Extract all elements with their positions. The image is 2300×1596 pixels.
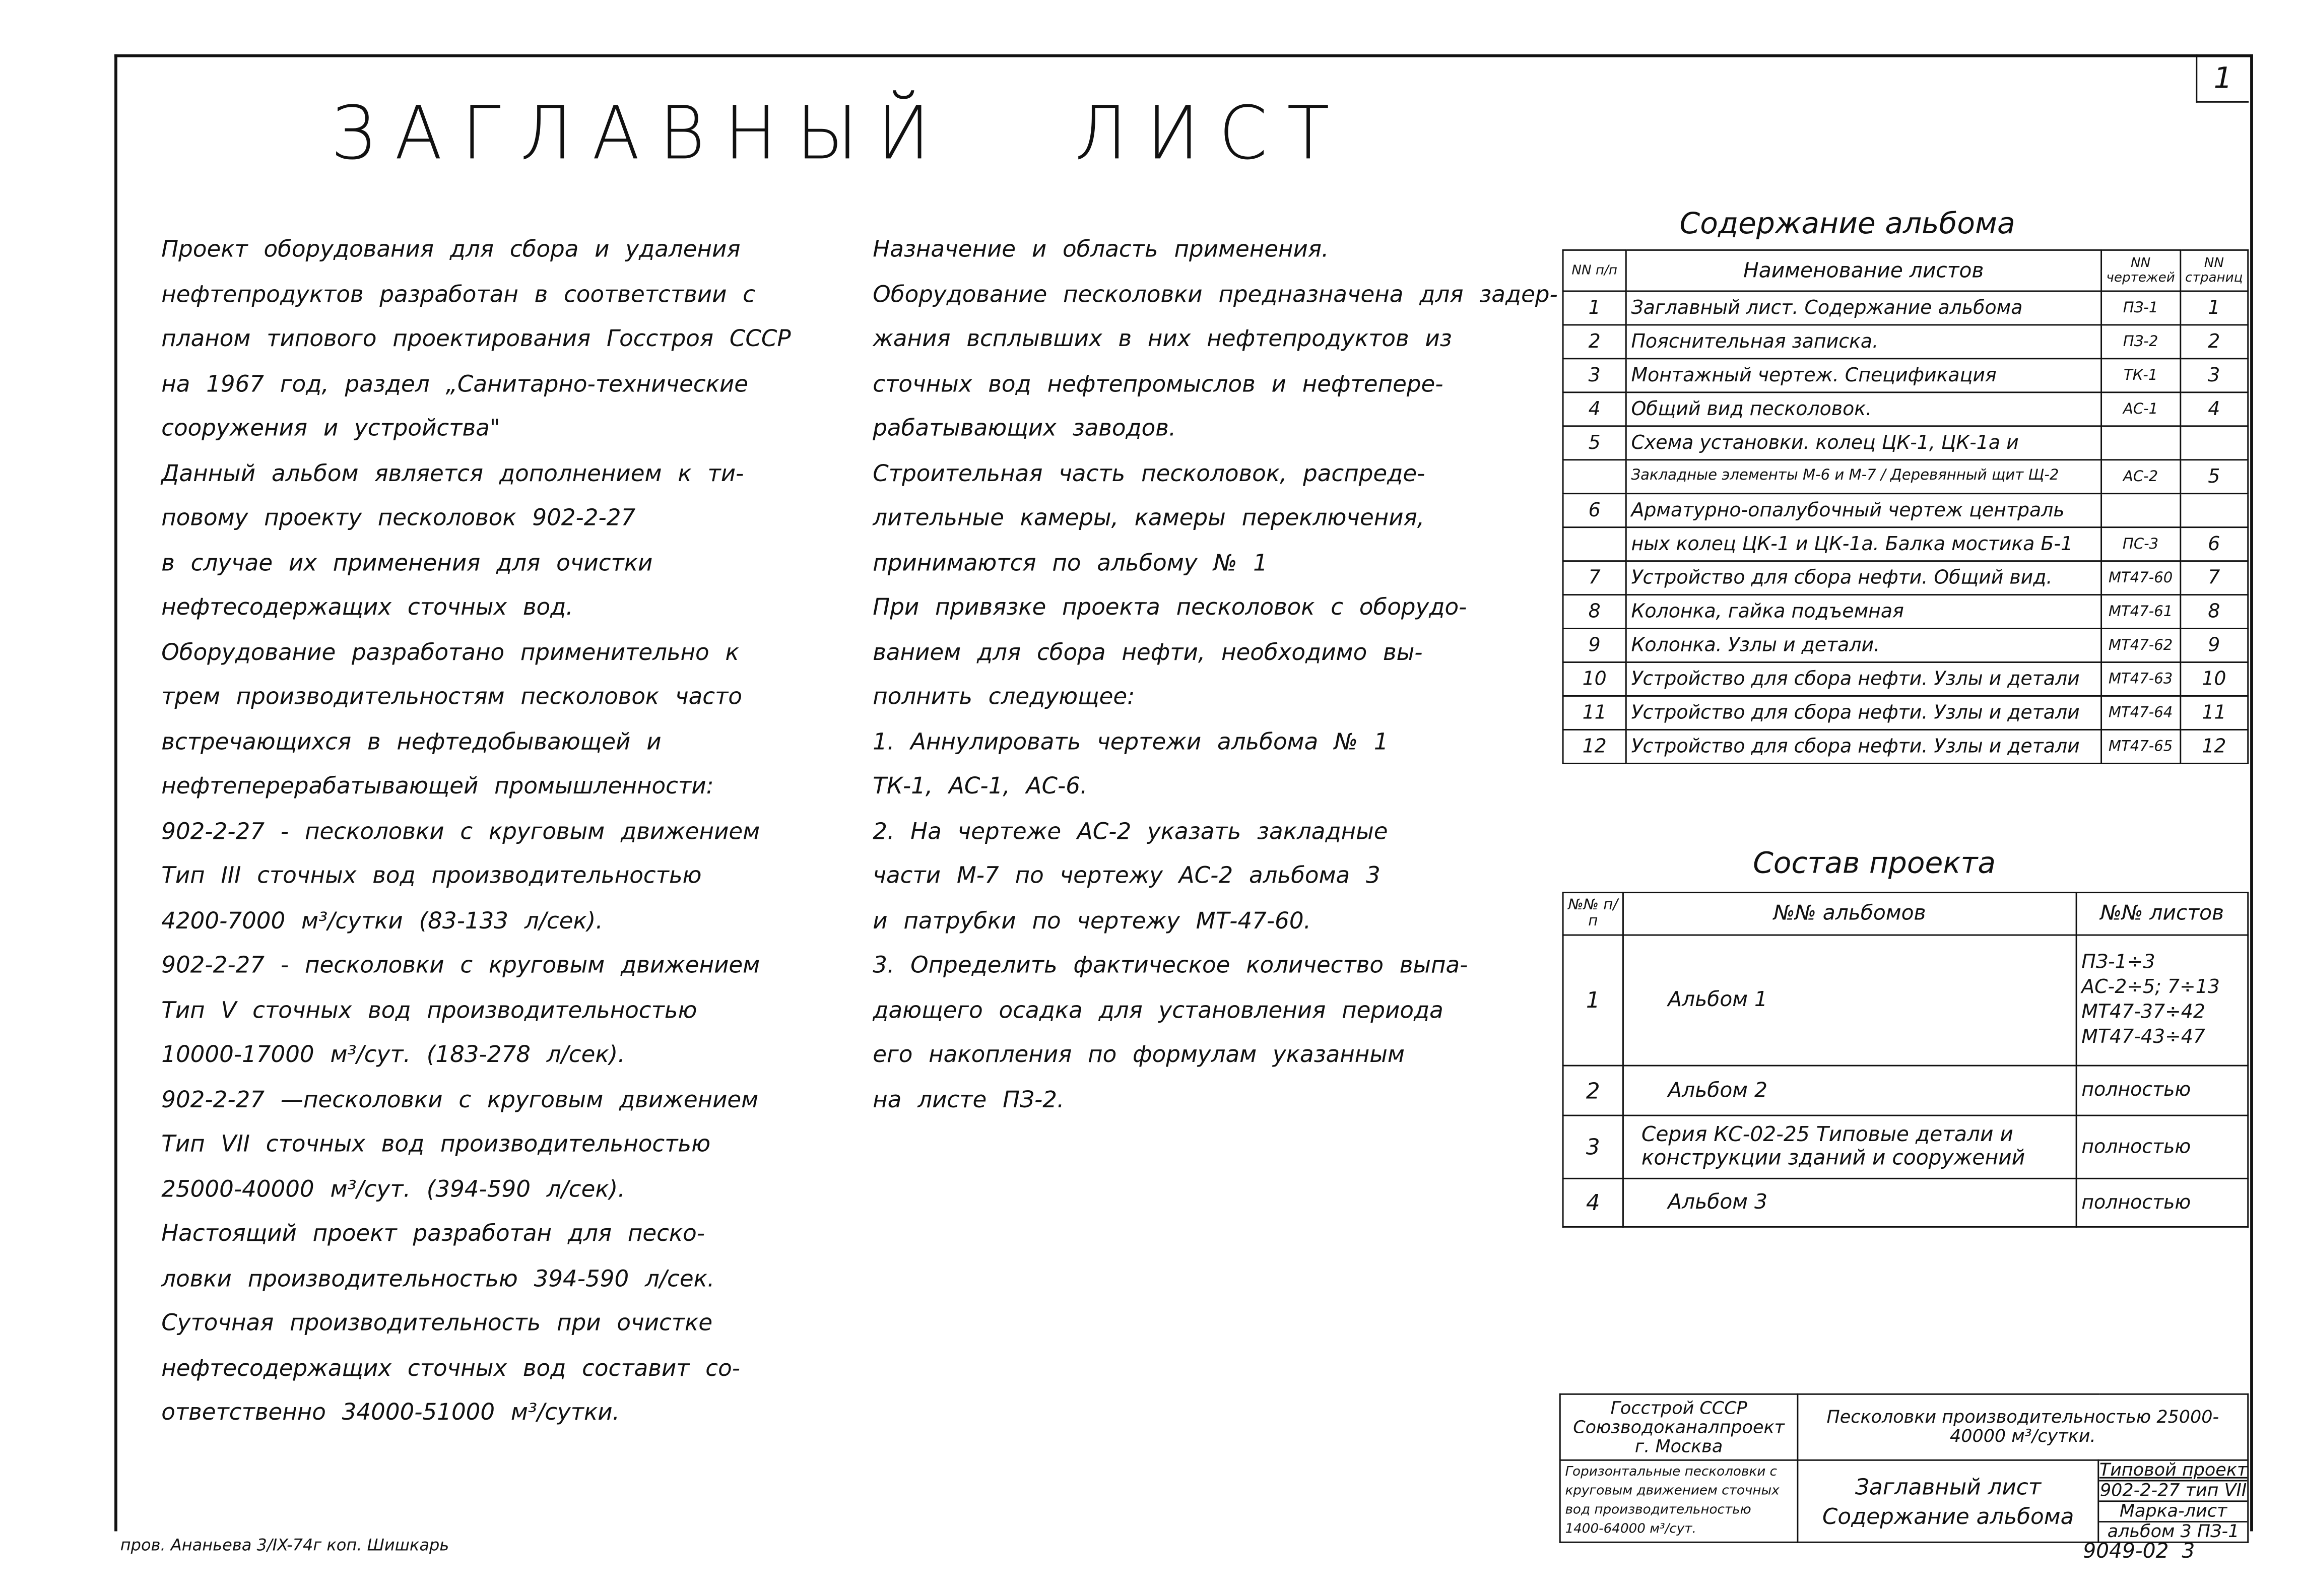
contents-cell: 12	[1563, 729, 1626, 763]
composition-number: 2	[1563, 1066, 1623, 1115]
table-row	[1563, 325, 2248, 359]
typical-value: 902-2-27 тип VII	[2099, 1482, 2247, 1502]
table-row	[1563, 1115, 2248, 1178]
contents-cell: МТ47-63	[2101, 662, 2180, 696]
sheet-range: МТ47-43÷47	[2081, 1026, 2205, 1049]
drawing-code: 9049-02	[2083, 1540, 2169, 1564]
sheet-range: ПЗ-1÷3	[2081, 952, 2155, 974]
text-line: ответственно 34000-51000 м³/сутки.	[161, 1399, 620, 1426]
contents-cell: 11	[2180, 696, 2248, 729]
contents-cell: 12	[2180, 729, 2248, 763]
stamp-header: Песколовки производительностью 25000-40000 м³/сутки.	[1798, 1394, 2248, 1460]
contents-cell: Арматурно-опалубочный чертеж централь	[1626, 494, 2101, 527]
contents-header-row	[1563, 250, 2248, 291]
left-text-column	[161, 227, 791, 1435]
contents-cell: 2	[2180, 325, 2248, 359]
contents-cell: 6	[1563, 494, 1626, 527]
text-line: сооружения и устройства"	[161, 415, 500, 442]
contents-cell: МТ47-65	[2101, 729, 2180, 763]
stamp-project-desc: Горизонтальные песколовки с круговым движением сточных вод производительностью 1400-64000 м³/сут.	[1560, 1460, 1798, 1542]
contents-cell: Заглавный лист. Содержание альбома	[1626, 291, 2101, 325]
text-line: Суточная производительность при очистке	[161, 1309, 713, 1337]
stamp-codes	[2098, 1460, 2248, 1542]
contents-header-cell: NN п/п	[1563, 250, 1626, 291]
contents-cell: Монтажный чертеж. Спецификация	[1626, 359, 2101, 392]
text-line: 1. Аннулировать чертежи альбома № 1	[873, 728, 1389, 755]
text-line: полнить следующее:	[873, 683, 1135, 710]
stamp-org2: Союзводоканалпроект	[1573, 1416, 1785, 1437]
contents-cell: 7	[2180, 561, 2248, 595]
contents-cell: МТ47-61	[2101, 595, 2180, 629]
stamp-org1: Госстрой СССР	[1610, 1397, 1747, 1418]
contents-cell: 4	[2180, 392, 2248, 426]
mark-value: альбом 3 ПЗ-1	[2107, 1521, 2240, 1542]
text-line: части М-7 по чертежу АС-2 альбома 3	[873, 862, 1381, 889]
composition-header-cell: №№ альбомов	[1623, 893, 2076, 935]
page-number: 3	[2182, 1540, 2195, 1564]
composition-title: Состав проекта	[1753, 844, 1996, 880]
text-line: Настоящий проект разработан для песко-	[161, 1220, 705, 1247]
contents-cell: МТ47-62	[2101, 629, 2180, 662]
contents-cell: 9	[1563, 629, 1626, 662]
contents-cell: Колонка. Узлы и детали.	[1626, 629, 2101, 662]
contents-cell: АС-2	[2101, 460, 2180, 494]
table-row	[1563, 1066, 2248, 1115]
contents-cell: Колонка, гайка подъемная	[1626, 595, 2101, 629]
title-block-stamp	[1559, 1393, 2249, 1543]
contents-cell: ПЗ-2	[2101, 325, 2180, 359]
composition-album: Альбом 3	[1623, 1178, 2076, 1227]
table-row	[1563, 561, 2248, 595]
text-line: ловки производительностью 394-590 л/сек.	[161, 1265, 715, 1292]
text-line: Оборудование песколовки предназначена для задер-	[873, 281, 1558, 307]
text-line: Тип V сточных вод производительностью	[161, 996, 697, 1023]
text-line: на листе ПЗ-2.	[873, 1086, 1065, 1113]
title-word-1: ЗАГЛАВНЫЙ	[331, 91, 950, 176]
text-line: нефтепродуктов разработан в соответствии с	[161, 281, 756, 307]
table-row	[1563, 1178, 2248, 1227]
table-row	[1563, 291, 2248, 325]
table-row	[1563, 460, 2248, 494]
text-line: Данный альбом является дополнением к ти-	[161, 459, 744, 487]
contents-cell: Устройство для сбора нефти. Узлы и детали	[1626, 662, 2101, 696]
table-row	[1563, 662, 2248, 696]
composition-album: Альбом 1	[1623, 935, 2076, 1066]
text-line: ванием для сбора нефти, необходимо вы-	[873, 638, 1423, 666]
contents-cell: 3	[1563, 359, 1626, 392]
contents-cell: Закладные элементы М-6 и М-7 / Деревянный щит Щ-2	[1626, 460, 2101, 494]
contents-cell: 3	[2180, 359, 2248, 392]
composition-table	[1562, 892, 2249, 1228]
contents-cell: Устройство для сбора нефти. Общий вид.	[1626, 561, 2101, 595]
text-line: 10000-17000 м³/сут. (183-278 л/сек).	[161, 1041, 625, 1068]
text-line: Проект оборудования для сбора и удаления	[161, 236, 741, 263]
table-row	[1563, 392, 2248, 426]
text-line: и патрубки по чертежу МТ-47-60.	[873, 907, 1311, 934]
text-line: Тип VII сточных вод производительностью	[161, 1130, 711, 1158]
text-line: ТК-1, АС-1, АС-6.	[873, 773, 1088, 800]
contents-cell	[2180, 426, 2248, 460]
contents-cell: МТ47-64	[2101, 696, 2180, 729]
contents-cell: АС-1	[2101, 392, 2180, 426]
text-line: принимаются по альбому № 1	[873, 549, 1268, 576]
composition-sheets	[2076, 935, 2248, 1066]
composition-album: Альбом 2	[1623, 1066, 2076, 1115]
sheet-range: АС-2÷5; 7÷13	[2081, 976, 2220, 999]
text-line: 902-2-27 —песколовки с круговым движением	[161, 1086, 759, 1113]
contents-table	[1562, 249, 2249, 764]
contents-cell: 7	[1563, 561, 1626, 595]
stamp-sheet-title	[1798, 1460, 2098, 1542]
contents-cell: 8	[2180, 595, 2248, 629]
composition-album: Серия КС-02-25 Типовые детали и конструкции зданий и сооружений	[1623, 1115, 2076, 1178]
composition-header-cell: №№ листов	[2076, 893, 2248, 935]
text-line: При привязке проекта песколовок с оборудо-	[873, 594, 1467, 621]
text-line: 3. Определить фактическое количество выпа-	[873, 952, 1468, 978]
sheet-range: полностью	[2081, 1191, 2191, 1214]
typical-label: Типовой проект	[2099, 1461, 2247, 1482]
text-line: трем производительностям песколовок часто	[161, 683, 743, 710]
stamp-city: г. Москва	[1634, 1435, 1723, 1456]
contents-cell	[1563, 460, 1626, 494]
text-line: нефтесодержащих сточных вод составит со-	[161, 1354, 740, 1381]
contents-cell: Устройство для сбора нефти. Узлы и детали	[1626, 729, 2101, 763]
composition-sheets	[2076, 1066, 2248, 1115]
composition-header-cell: №№ п/п	[1563, 893, 1623, 935]
text-line: в случае их применения для очистки	[161, 549, 653, 576]
contents-cell: 1	[1563, 291, 1626, 325]
contents-cell: МТ47-60	[2101, 561, 2180, 595]
contents-cell: Общий вид песколовок.	[1626, 392, 2101, 426]
text-line: рабатывающих заводов.	[873, 415, 1176, 442]
table-row	[1563, 935, 2248, 1066]
contents-cell: 4	[1563, 392, 1626, 426]
contents-cell: Пояснительная записка.	[1626, 325, 2101, 359]
composition-sheets	[2076, 1115, 2248, 1178]
composition-number: 3	[1563, 1115, 1623, 1178]
text-line: его накопления по формулам указанным	[873, 1041, 1405, 1068]
text-line: встречающихся в нефтедобывающей и	[161, 728, 662, 755]
text-line: 2. На чертеже АС-2 указать закладные	[873, 818, 1388, 844]
text-line: нефтеперерабатывающей промышленности:	[161, 773, 714, 800]
table-row	[1563, 359, 2248, 392]
page-title	[331, 91, 1475, 176]
contents-cell: ПС-3	[2101, 527, 2180, 561]
table-row	[1563, 494, 2248, 527]
contents-cell: 9	[2180, 629, 2248, 662]
stamp-org	[1560, 1394, 1798, 1460]
sheet-number: 1	[2196, 54, 2249, 103]
middle-text-column	[873, 227, 1558, 1122]
text-line: Назначение и область применения.	[873, 236, 1329, 263]
contents-cell: 10	[1563, 662, 1626, 696]
table-row	[1563, 629, 2248, 662]
contents-cell: 11	[1563, 696, 1626, 729]
contents-cell: 1	[2180, 291, 2248, 325]
mark-label: Марка-лист	[2099, 1502, 2247, 1522]
stamp-subtitle: Содержание альбома	[1822, 1502, 2074, 1530]
sheet-range: полностью	[2081, 1136, 2191, 1158]
text-line: 902-2-27 - песколовки с круговым движением	[161, 952, 760, 978]
contents-cell: 5	[2180, 460, 2248, 494]
text-line: 4200-7000 м³/сутки (83-133 л/сек).	[161, 907, 603, 934]
stamp-title: Заглавный лист	[1855, 1473, 2042, 1500]
contents-cell: Устройство для сбора нефти. Узлы и детали	[1626, 696, 2101, 729]
text-line: Тип III сточных вод производительностью	[161, 862, 702, 889]
contents-cell	[2180, 494, 2248, 527]
text-line: планом типового проектирования Госстроя СССР	[161, 325, 791, 352]
sheet-range: МТ47-37÷42	[2081, 1002, 2205, 1024]
signature-line: пров. Ананьева 3/IX-74г коп. Шишкарь	[120, 1536, 449, 1555]
table-row	[1563, 595, 2248, 629]
text-line: Оборудование разработано применительно к	[161, 638, 739, 666]
text-line: нефтесодержащих сточных вод.	[161, 594, 573, 621]
contents-cell	[2101, 426, 2180, 460]
contents-header-cell: NN страниц	[2180, 250, 2248, 291]
contents-header-cell: NN чертежей	[2101, 250, 2180, 291]
text-line: 902-2-27 - песколовки с круговым движением	[161, 818, 760, 844]
text-line: на 1967 год, раздел „Санитарно-технические	[161, 370, 749, 397]
contents-cell	[1563, 527, 1626, 561]
table-row	[1563, 696, 2248, 729]
composition-number: 1	[1563, 935, 1623, 1066]
text-line: сточных вод нефтепромыслов и нефтепере-	[873, 370, 1443, 397]
contents-cell: ТК-1	[2101, 359, 2180, 392]
contents-cell: 10	[2180, 662, 2248, 696]
contents-cell: 6	[2180, 527, 2248, 561]
composition-sheets	[2076, 1178, 2248, 1227]
contents-cell: 2	[1563, 325, 1626, 359]
footer-code	[2083, 1540, 2195, 1564]
contents-cell	[2101, 494, 2180, 527]
text-line: 25000-40000 м³/сут. (394-590 л/сек).	[161, 1175, 625, 1202]
contents-cell: ных колец ЦК-1 и ЦК-1а. Балка мостика Б-1	[1626, 527, 2101, 561]
text-line: дающего осадка для установления периода	[873, 996, 1443, 1023]
text-line: Строительная часть песколовок, распреде-	[873, 459, 1425, 487]
title-word-2: ЛИСТ	[1075, 91, 1349, 176]
sheet-range: полностью	[2081, 1079, 2191, 1102]
text-line: лительные камеры, камеры переключения,	[873, 504, 1425, 531]
contents-cell: 8	[1563, 595, 1626, 629]
table-row	[1563, 527, 2248, 561]
contents-cell: Схема установки. колец ЦК-1, ЦК-1а и	[1626, 426, 2101, 460]
composition-header-row	[1563, 893, 2248, 935]
text-line: жания всплывших в них нефтепродуктов из	[873, 325, 1452, 352]
contents-title: Содержание альбома	[1679, 205, 2015, 241]
composition-number: 4	[1563, 1178, 1623, 1227]
contents-cell: ПЗ-1	[2101, 291, 2180, 325]
table-row	[1563, 729, 2248, 763]
text-line: повому проекту песколовок 902-2-27	[161, 504, 636, 531]
contents-cell: 5	[1563, 426, 1626, 460]
contents-header-cell: Наименование листов	[1626, 250, 2101, 291]
table-row	[1563, 426, 2248, 460]
